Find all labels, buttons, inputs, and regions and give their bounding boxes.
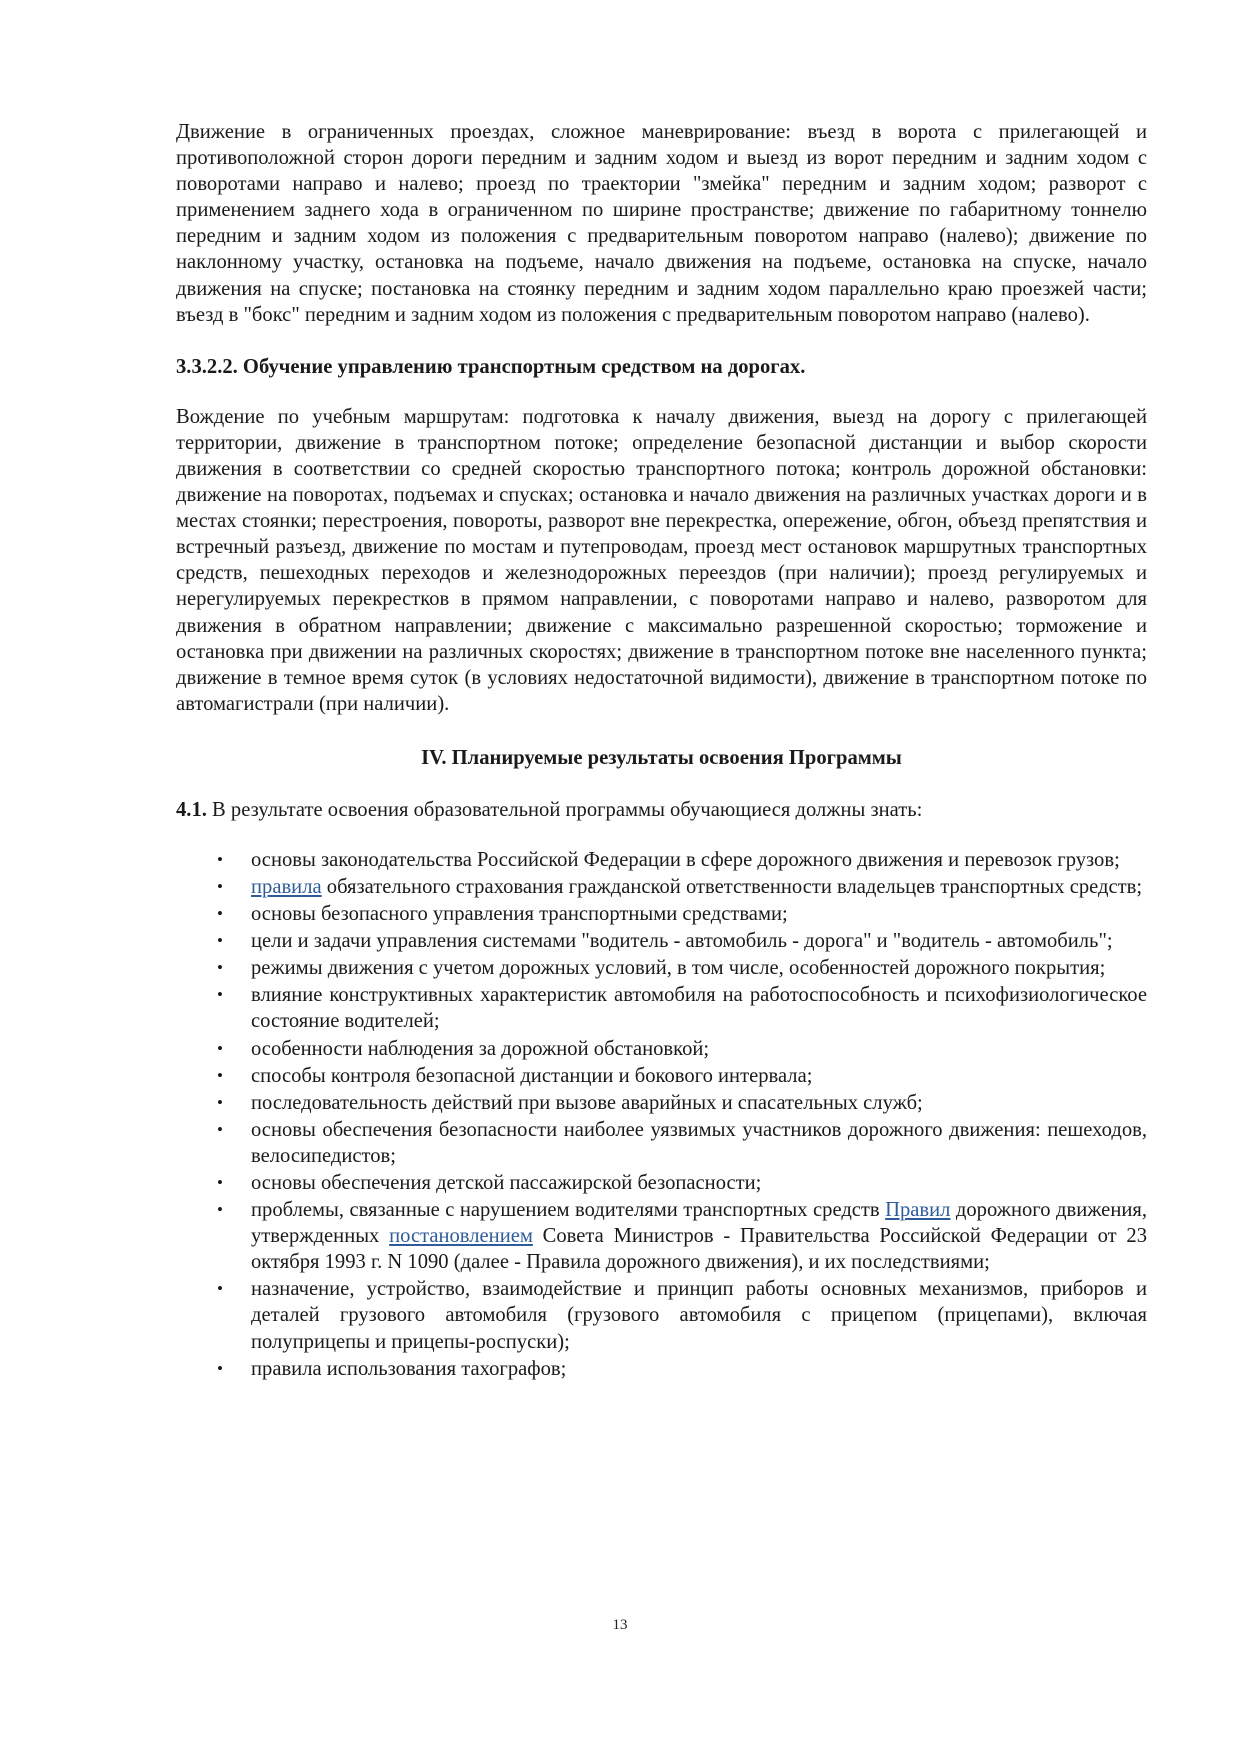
link-postanovleniem[interactable]: постановлением [389, 1225, 533, 1248]
list-item: • назначение, устройство, взаимодействие и принцип работы основных механизмов, приборов и деталей грузового автомобиля (грузового автомобиля с прицепом (прицепами), включая полуприцепы и прицепы-роспуски); [217, 1278, 1147, 1353]
bullet-icon: • [217, 1200, 223, 1220]
bullet-icon: • [217, 1065, 223, 1085]
paragraph-road-driving: Вождение по учебным маршрутам: подготовка к началу движения, выезд на дорогу с прилегающей территории, движение в транспортном потоке; определение безопасной дистанции и выбор скорости движения в соответствии со средней скоростью транспортного потока; контроль дорожной обстановки: движение на поворотах, подъемах и спусках; остановка и начало движения на различных участках дороги и в местах стоянки; перестроения, повороты, разворот вне перекрестка, опережение, обгон, объезд препятствия и встречный разъезд, движение по мостам и путепроводам, проезд мест остановок маршрутных транспортных средств, пешеходных переходов и железнодорожных переездов (при наличии); проезд регулируемых и нерегулируемых перекрестков в прямом направлении, с поворотами направо и налево, разворотом для движения в обратном направлении; движение с максимально разрешенной скоростью; торможение и остановка при движении на различных скоростях; движение в транспортном потоке вне населенного пункта; движение в темное время суток (в условиях недостаточной видимости), движение в транспортном потоке по автомагистрали (при наличии). [176, 405, 1147, 715]
bullet-icon: • [217, 1092, 223, 1112]
paragraph-maneuvering: Движение в ограниченных проездах, сложное маневрирование: въезд в ворота с прилегающей и противоположной сторон дороги передним и задним ходом и выезд из ворот передним и задним ходом с поворотами направо и налево; проезд по траектории "змейка" передним и задним ходом; разворот с применением заднего хода в ограниченном по ширине пространстве; движение по габаритному тоннелю передним и задним ходом из положения с предварительным поворотом направо (налево); движение по наклонному участку, остановка на подъеме, начало движения на подъеме, остановка на спуске, начало движения на спуске; постановка на стоянку передним и задним ходом параллельно краю проезжей части; въезд в "бокс" передним и задним ходом из положения с предварительным поворотом направо (налево). [176, 121, 1147, 326]
subsection-heading: 3.3.2.2. Обучение управлению транспортным средством на дорогах. [176, 355, 806, 378]
bullet-icon: • [217, 1119, 223, 1139]
bullet-icon: • [217, 958, 223, 978]
bullet-icon: • [217, 1038, 223, 1058]
bullet-icon: • [217, 985, 223, 1005]
bullet-icon: • [217, 1358, 223, 1378]
list-item: • особенности наблюдения за дорожной обстановкой; [176, 1036, 1147, 1062]
list-item: • последовательность действий при вызове аварийных и спасательных служб; [176, 1090, 1147, 1116]
list-item: • проблемы, связанные с нарушением водителями транспортных средств Правил дорожного движения, утвержденных постановлением Совета Министров - Правительства Российской Федерации от 23 октября 1993 г. N 1090 (далее - Правила дорожного движения), и их последствиями; [217, 1199, 1147, 1274]
document-page [176, 119, 1147, 1383]
intro-text: В результате освоения образовательной программы обучающиеся должны знать: [206, 798, 923, 821]
page-number: 13 [612, 1617, 628, 1633]
list-item: • правила обязательного страхования гражданской ответственности владельцев транспортных средств; [176, 874, 1147, 900]
bullet-icon: • [217, 1279, 223, 1299]
link-pravil[interactable]: Правил [885, 1199, 951, 1222]
list-item: • способы контроля безопасной дистанции и бокового интервала; [176, 1063, 1147, 1089]
list-item: • влияние конструктивных характеристик автомобиля на работоспособность и психофизиологическое состояние водителей; [217, 984, 1147, 1033]
list-item: • основы обеспечения детской пассажирской безопасности; [176, 1170, 1147, 1196]
bullet-icon: • [217, 876, 223, 896]
bullet-icon: • [217, 1173, 223, 1192]
list-item: • режимы движения с учетом дорожных условий, в том числе, особенностей дорожного покрытия; [176, 955, 1147, 981]
list-item: • основы обеспечения безопасности наиболее уязвимых участников дорожного движения: пешеходов, велосипедистов; [217, 1118, 1147, 1167]
list-item: • основы безопасного управления транспортными средствами; [176, 901, 1147, 927]
bullet-icon: • [217, 931, 223, 951]
knowledge-list [176, 847, 1147, 1382]
link-pravila[interactable]: правила [251, 875, 322, 898]
section-heading: IV. Планируемые результаты освоения Программы [421, 746, 902, 769]
list-item: • правила использования тахографов; [176, 1356, 1147, 1382]
list-item: • основы законодательства Российской Федерации в сфере дорожного движения и перевозок грузов; [176, 847, 1147, 873]
intro-line [176, 797, 1147, 823]
bullet-icon: • [217, 849, 223, 869]
intro-number: 4.1. [176, 798, 207, 821]
list-item: • цели и задачи управления системами "водитель - автомобиль - дорога" и "водитель - автомобиль"; [176, 928, 1147, 954]
bullet-icon: • [217, 904, 223, 924]
